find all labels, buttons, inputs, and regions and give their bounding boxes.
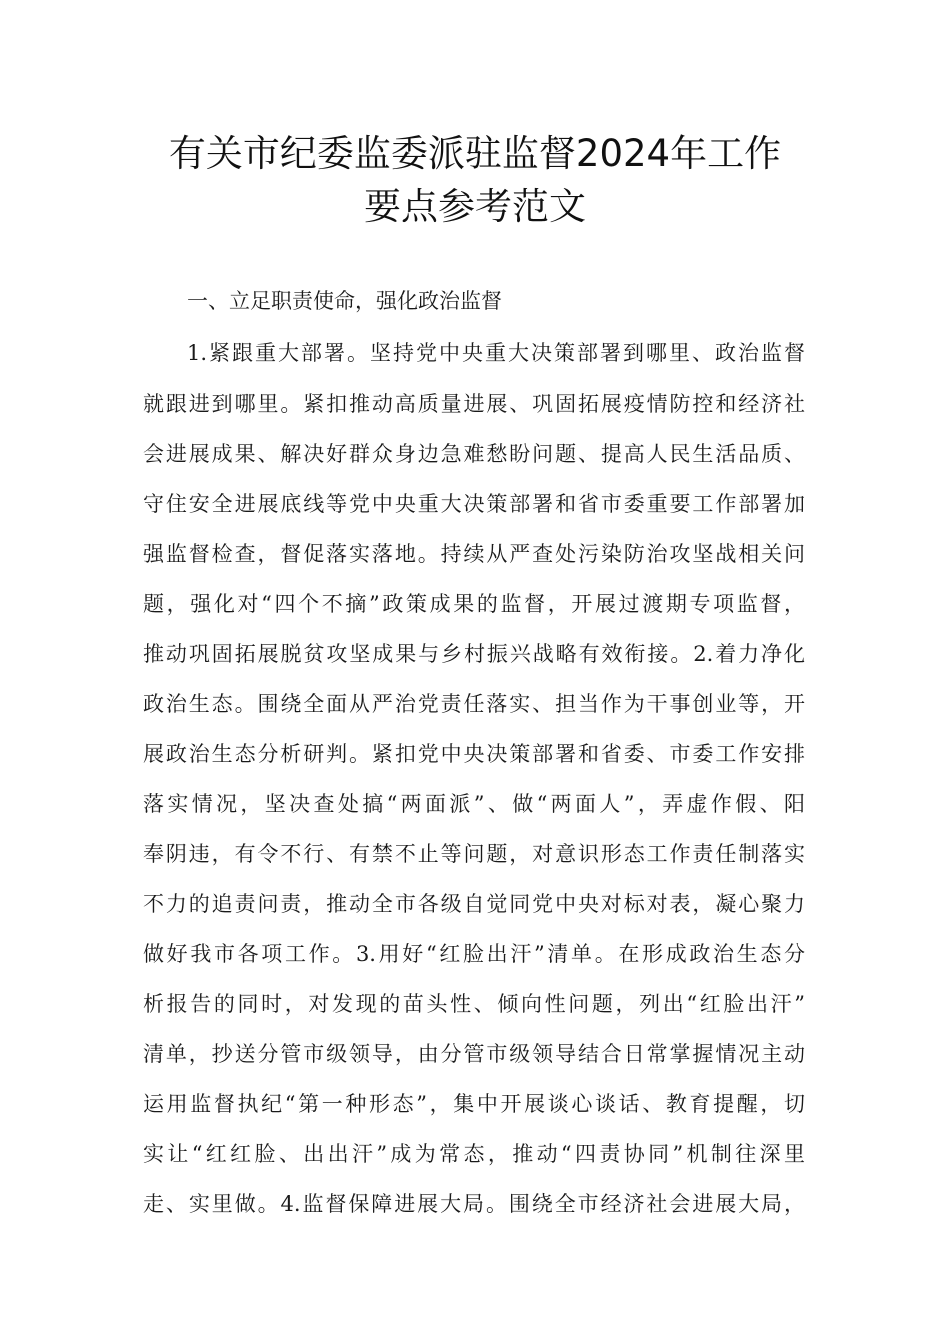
section-heading: 一、立足职责使命，强化政治监督 xyxy=(187,289,502,313)
paragraph-line: 运用监督执纪“第一种形态”，集中开展谈心谈话、教育提醒，切 xyxy=(143,1092,805,1116)
paragraph-line: 展政治生态分析研判。紧扣党中央决策部署和省委、市委工作安排 xyxy=(143,742,805,766)
paragraph-line: 强监督检查，督促落实落地。持续从严查处污染防治攻坚战相关问 xyxy=(143,542,805,566)
paragraph-line: 析报告的同时，对发现的苗头性、倾向性问题，列出“红脸出汗” xyxy=(143,992,805,1016)
paragraph-line: 实让“红红脸、出出汗”成为常态，推动“四责协同”机制往深里 xyxy=(143,1142,805,1166)
paragraph-line: 守住安全进展底线等党中央重大决策部署和省市委重要工作部署加 xyxy=(143,492,805,516)
paragraph-line: 做好我市各项工作。3.用好“红脸出汗”清单。在形成政治生态分 xyxy=(143,942,805,966)
paragraph-line: 推动巩固拓展脱贫攻坚成果与乡村振兴战略有效衔接。2.着力净化 xyxy=(143,642,805,666)
paragraph-line: 1.紧跟重大部署。坚持党中央重大决策部署到哪里、政治监督 xyxy=(187,341,805,365)
document-title-line-2: 要点参考范文 xyxy=(364,185,586,228)
paragraph-line: 清单，抄送分管市级领导，由分管市级领导结合日常掌握情况主动 xyxy=(143,1042,805,1066)
paragraph-line: 就跟进到哪里。紧扣推动高质量进展、巩固拓展疫情防控和经济社 xyxy=(143,392,805,416)
paragraph-line: 题，强化对“四个不摘”政策成果的监督，开展过渡期专项监督， xyxy=(143,592,805,616)
paragraph-line: 落实情况，坚决查处搞“两面派”、做“两面人”，弄虚作假、阳 xyxy=(143,792,805,816)
document-title-line-1: 有关市纪委监委派驻监督2024年工作 xyxy=(168,132,782,175)
paragraph-line: 会进展成果、解决好群众身边急难愁盼问题、提高人民生活品质、 xyxy=(143,442,805,466)
paragraph-line: 奉阴违，有令不行、有禁不止等问题，对意识形态工作责任制落实 xyxy=(143,842,805,866)
paragraph-line: 政治生态。围绕全面从严治党责任落实、担当作为干事创业等，开 xyxy=(143,692,805,716)
paragraph-line: 不力的追责问责，推动全市各级自觉同党中央对标对表，凝心聚力 xyxy=(143,892,805,916)
paragraph-line: 走、实里做。4.监督保障进展大局。围绕全市经济社会进展大局， xyxy=(143,1192,805,1216)
